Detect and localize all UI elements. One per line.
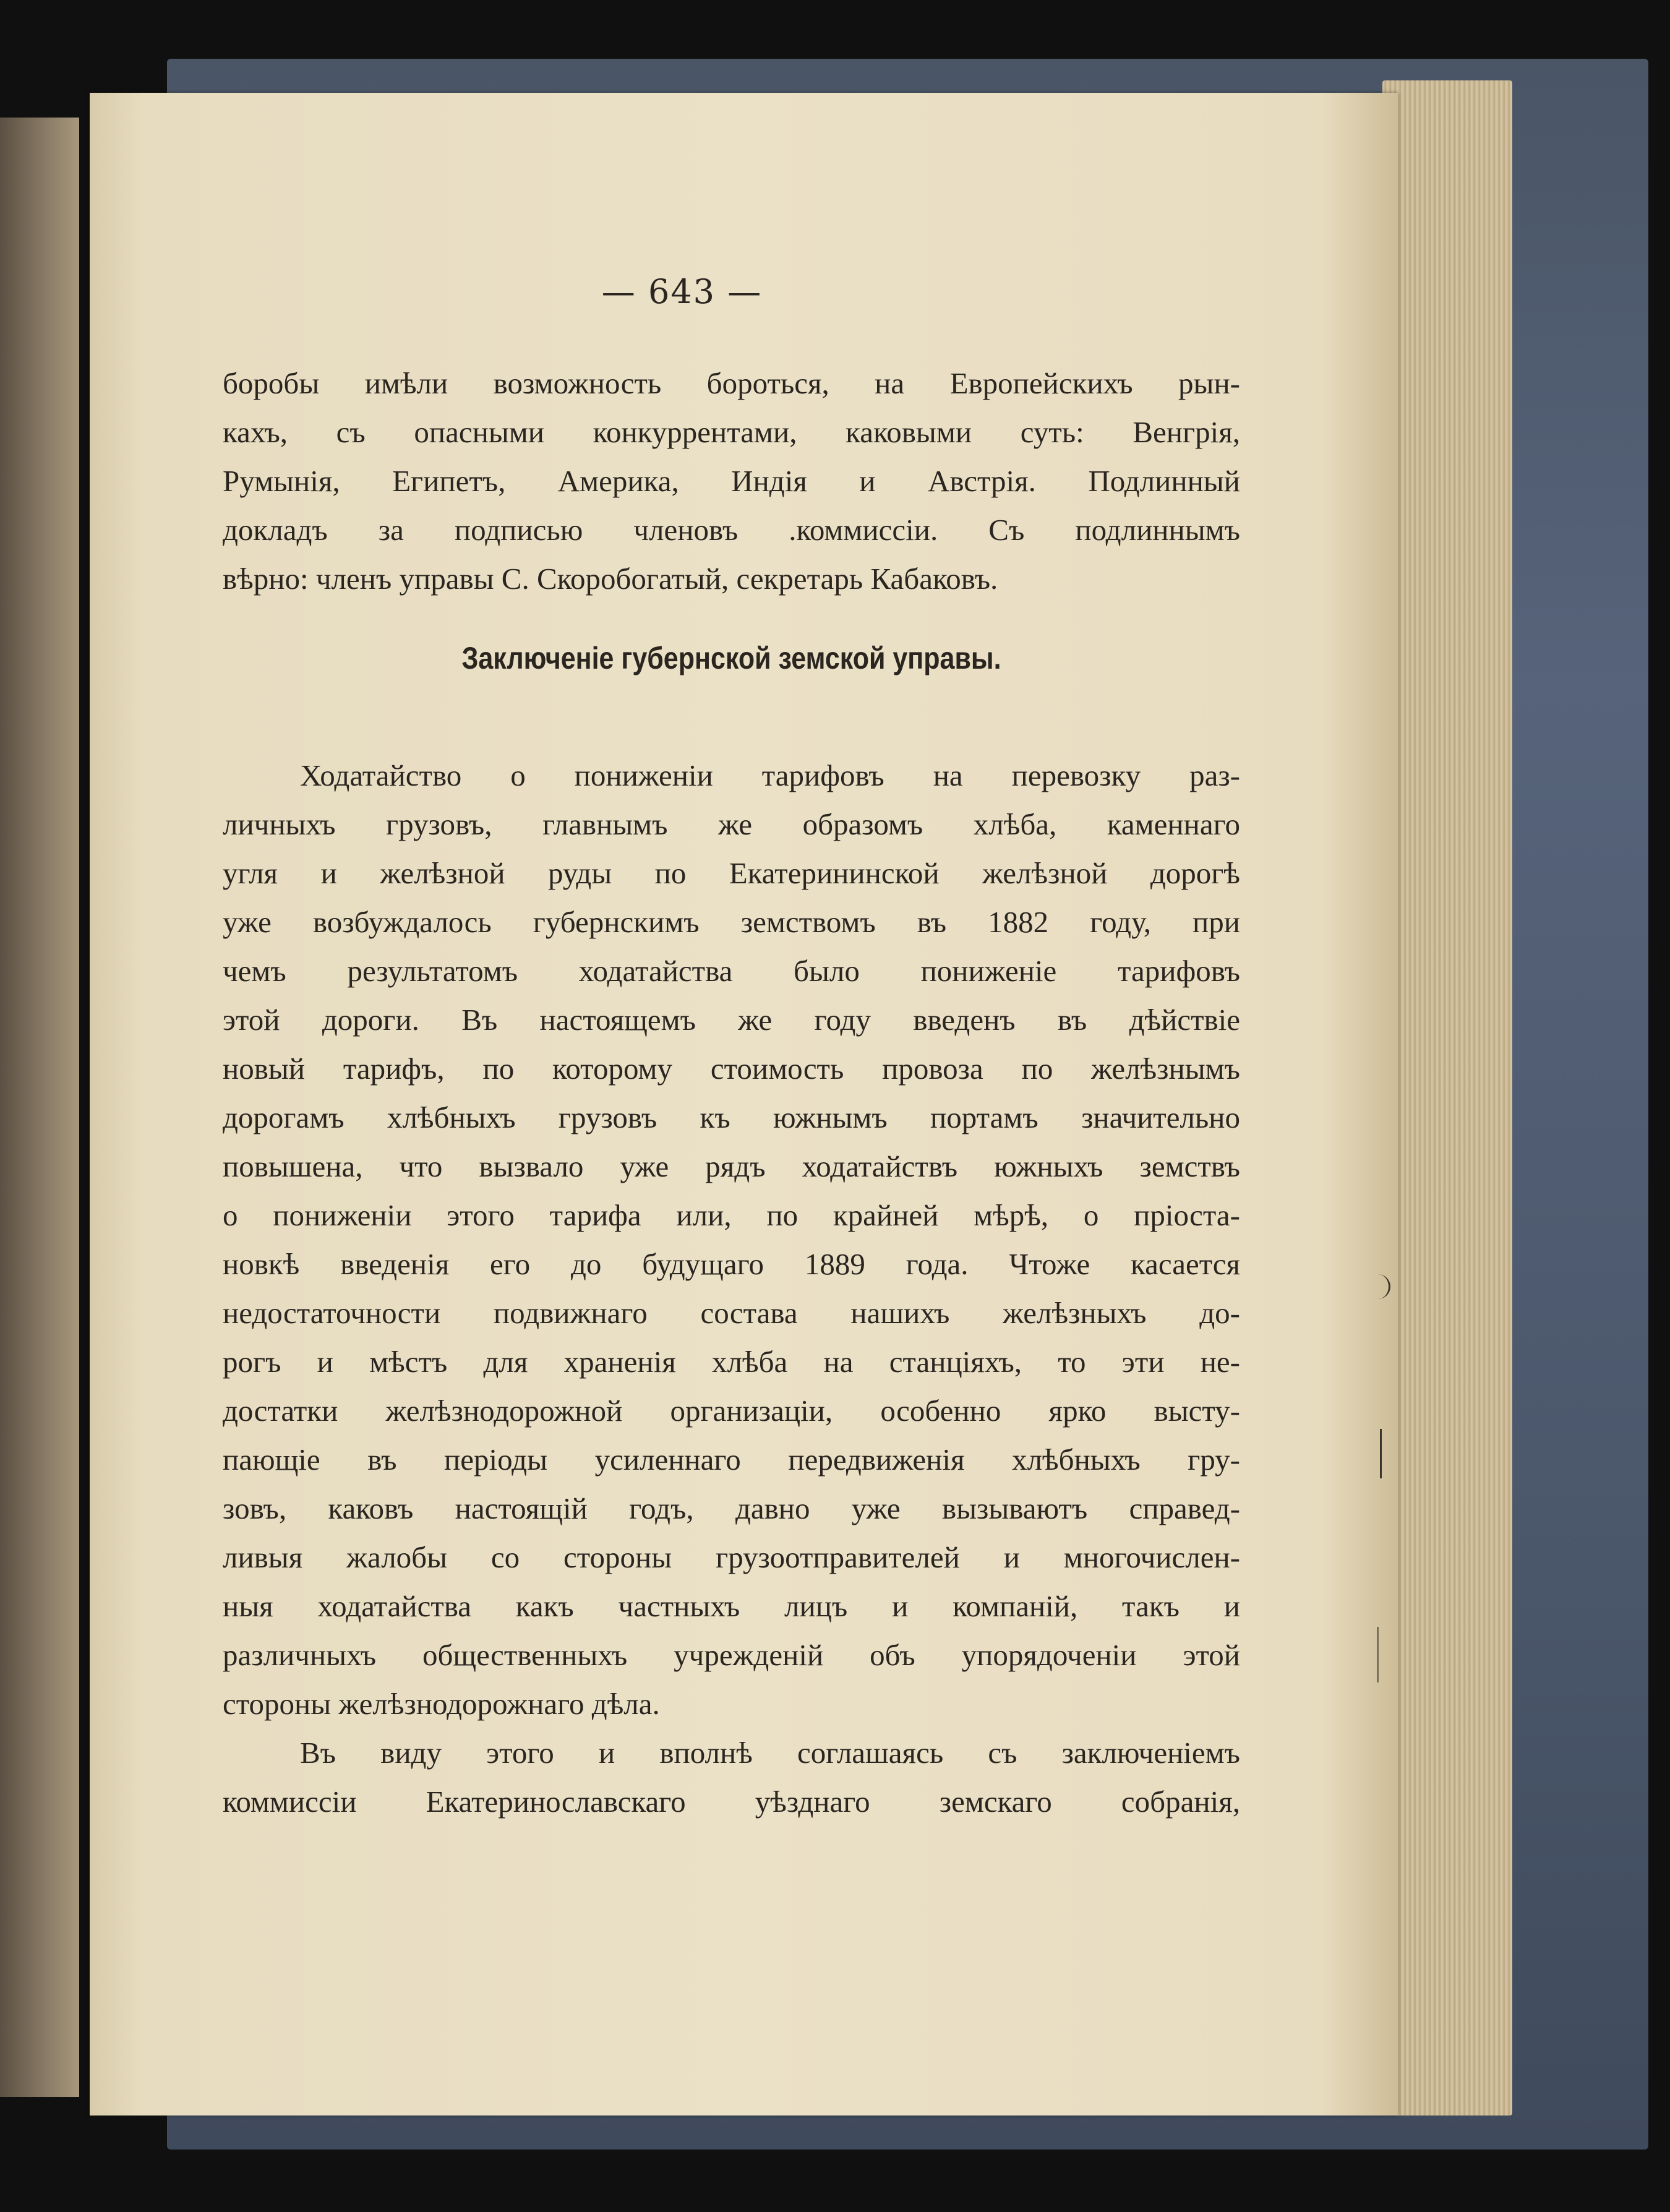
text-line: пающіе въ періоды усиленнаго передвиженія хлѣбныхъ гру- xyxy=(223,1443,1240,1477)
page-text xyxy=(223,359,1240,1826)
previous-page-edge xyxy=(0,118,79,2097)
text-line: дорогамъ хлѣбныхъ грузовъ къ южнымъ портамъ значительно xyxy=(223,1100,1240,1134)
text-line: о пониженіи этого тарифа или, по крайней мѣрѣ, о пріоста- xyxy=(223,1198,1240,1232)
text-line: вѣрно: членъ управы С. Скоробогатый, секретарь Кабаковъ. xyxy=(223,562,998,596)
text-line: Въ виду этого и вполнѣ соглашаясь съ заключеніемъ xyxy=(300,1736,1240,1770)
text-line: боробы имѣли возможность бороться, на Европейскихъ рын- xyxy=(223,366,1240,400)
text-line: недостаточности подвижнаго состава нашихъ желѣзныхъ до- xyxy=(223,1296,1240,1330)
pencil-margin-mark xyxy=(1373,1627,1379,1683)
text-line: новый тарифъ, по которому стоимость провоза по желѣзнымъ xyxy=(223,1052,1240,1086)
text-line: угля и желѣзной руды по Екатерининской желѣзной дорогѣ xyxy=(223,856,1240,890)
text-line: ливыя жалобы со стороны грузоотправителей и многочислен- xyxy=(223,1540,1240,1574)
pencil-margin-mark xyxy=(1376,1274,1390,1299)
text-line: ныя ходатайства какъ частныхъ лицъ и компаній, такъ и xyxy=(223,1589,1240,1623)
text-line: Румынія, Египетъ, Америка, Индія и Австрія. Подлинный xyxy=(223,464,1240,498)
book-page xyxy=(90,93,1398,2116)
text-line: этой дороги. Въ настоящемъ же году введенъ въ дѣйствіе xyxy=(223,1003,1240,1037)
text-line: кахъ, съ опасными конкуррентами, каковыми суть: Венгрія, xyxy=(223,415,1240,449)
text-line: докладъ за подписью членовъ .коммиссіи. Съ подлиннымъ xyxy=(223,513,1240,547)
text-line: рогъ и мѣстъ для храненія хлѣба на станціяхъ, то эти не- xyxy=(223,1345,1240,1379)
page-number: — 643 — xyxy=(601,272,763,311)
text-line: повышена, что вызвало уже рядъ ходатайствъ южныхъ земствъ xyxy=(223,1149,1240,1183)
text-line: личныхъ грузовъ, главнымъ же образомъ хлѣба, каменнаго xyxy=(223,807,1240,841)
text-line: зовъ, каковъ настоящій годъ, давно уже вызываютъ справед- xyxy=(223,1491,1240,1525)
text-line: новкѣ введенія его до будущаго 1889 года. Чтоже касается xyxy=(223,1247,1240,1281)
text-line: Ходатайство о пониженіи тарифовъ на перевозку раз- xyxy=(300,758,1240,792)
pencil-margin-mark xyxy=(1376,1429,1382,1478)
text-line: различныхъ общественныхъ учрежденій объ упорядоченіи этой xyxy=(223,1638,1240,1672)
section-heading: Заключеніе губернской земской управы. xyxy=(461,641,1001,675)
page-stack-edges xyxy=(1382,80,1512,2116)
text-line: достатки желѣзнодорожной организаціи, особенно ярко высту- xyxy=(223,1394,1240,1428)
text-line: коммиссіи Екатеринославскаго уѣзднаго земскаго собранія, xyxy=(223,1785,1240,1819)
text-line: чемъ результатомъ ходатайства было пониженіе тарифовъ xyxy=(223,954,1240,988)
text-line: стороны желѣзнодорожнаго дѣла. xyxy=(223,1687,660,1721)
text-line: уже возбуждалось губернскимъ земствомъ въ 1882 году, при xyxy=(223,905,1240,939)
